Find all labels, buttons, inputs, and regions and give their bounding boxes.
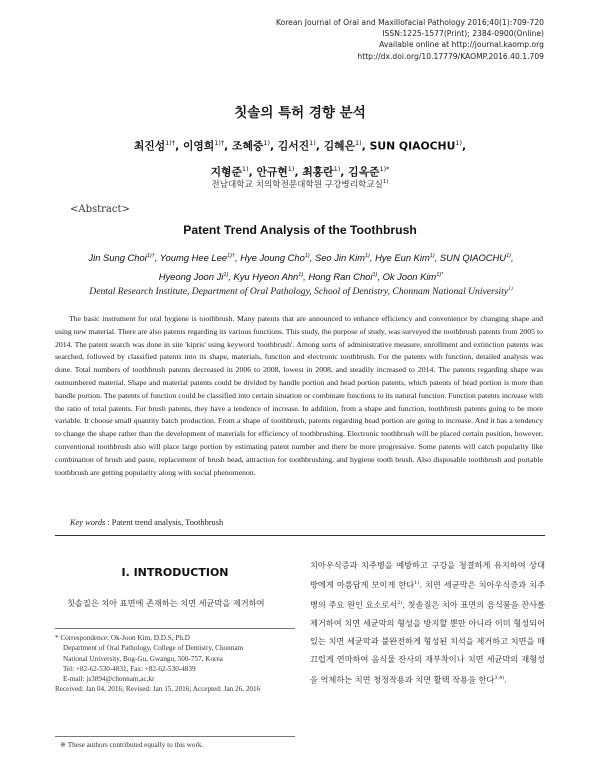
author-ko-mark: 1) [455, 139, 463, 147]
author-ko: 지형준 [210, 165, 242, 179]
english-title: Patent Trend Analysis of the Toothbrush [183, 223, 417, 237]
author-en-mark: 1) [429, 253, 435, 259]
author-ko-mark: 1) [309, 139, 316, 147]
journal-citation: Korean Journal of Oral and Maxillofacial Pathology 2016;40(1):709-720 [275, 18, 544, 27]
author-ko: 김혜은 [323, 139, 356, 153]
author-en-mark: 1) [223, 271, 229, 278]
author-en: Seo Jin Kim [314, 252, 365, 264]
author-en: Ok Joon Kim [382, 270, 437, 282]
author-ko-mark: 1) [263, 139, 270, 147]
korean-affiliation-text: 전남대학교 치의학전문대학원 구강병리학교실 [211, 180, 383, 190]
author-ko: 안규현 [256, 165, 288, 179]
author-ko: 김서진 [277, 139, 310, 153]
author-ko-mark: 1) [241, 164, 249, 173]
author-en-mark: 1) [372, 271, 378, 278]
author-ko: 조혜중 [232, 139, 264, 153]
author-ko-mark: 1) [287, 164, 295, 173]
author-en: Kyu Hyeon Ahn [233, 270, 299, 282]
journal-available-online: Available online at http://journal.kaomp.org [379, 40, 544, 50]
author-ko: SUN QIAOCHU [369, 139, 456, 153]
english-authors: Jin Sung Choi$^{1)\dagger}$, Youmg Hee Lee$^{1)\dagger}$, Hye Joung Cho$^{1)}$, Seo Jin Kim$^{1)}$, Hye Eun Kim$^{1)}$, SUN QIAOCHU$^{1)}$, Hyeong Joon Ji$^{1)}$, Kyu Hyeon Ahn$^{1)}$, Hong Ran Choi$^{1)}$, Ok Joon Kim$^{1)*}$ [88, 252, 514, 282]
intro-right-part: , 칫솔질은 치아 표면의 음식물을 잔사를 제거하여 치면 세균막의 형성을 방지할 뿐만 아니라 이미 형성되어 있는 치면 세균막과 불완전하게 형성된 치석을 제거하고 치면을 매끄럽게 연마하여 음식물 잔사의 재부착이나 치면 세균막의 재형성을 억제하는 치면 청정작용과 치면 활택 작용을 한다 [310, 599, 545, 685]
author-ko: 최진성 [133, 139, 166, 153]
author-ko-mark: 1)* [379, 164, 390, 173]
introduction-heading: Ⅰ. INTRODUCTION [121, 566, 229, 579]
keywords-text: : Patent trend analysis, Toothbrush [105, 518, 224, 527]
intro-right-part: . 치면 세균막은 치아우식증과 치주병의 주요 원인 요소로서 [310, 579, 545, 610]
intro-right-part: . [504, 674, 507, 685]
author-en: Hye Eun Kim [375, 252, 430, 264]
korean-affiliation-mark: 1) [382, 179, 389, 186]
author-ko-mark: 1)† [214, 139, 225, 147]
english-affiliation-mark: 1) [508, 286, 513, 292]
author-en-mark: 1)† [146, 253, 155, 259]
author-en: Hyeong Joon Ji [158, 270, 224, 282]
abstract-body: The basic instrument for oral hygiene is toothbrush. Many patents that are announced to enhance efficiency and convenience by changing shape and using new material. There are also patents regarding its various functions. This study, the purpose of study, was surveyed the toothbrush patents from 2005 to 2014. The patent search was done in site 'kipris' using keyword 'toothbrush'. Among sorts of administrative measure, enrollment and extinction patents was searched, followed by classified patents into its shape, materials, function and electronic toothbrush. For the patents with function, detailed analysis was done. Total numbers of toothbrush patents decreased in 2006 to 2008, lowest in 2008, and steadily increased to 2014. The patents regarding shape was outnumbered material. Shape and material patents could be divided by handle portion and head portion patents, which patents of head portion is more than handle portion. The patents of function could be classified into certain situation or combinate functions to its natural function. Function patents increase with the ratio of total patents. For brush patents, they have a tendence of increase. In addition, from a shape and function, toothbrush patents going to be more variable. It choose small quantity batch production. From a shape of toothbrush, patents regarding head portion are going to increase. And it has a tendency to change the shape rather than the development of materials for efficiency of toothbrushing. Electronic toothbrush will be placed certain position, however, conventional toothbrush also will place large portion by estimating patent number and there be more progressive. Some patents will catch popularity like combination of brush and paste, replacement of brush head, attraction for toothbrushing, and hygiene tooth brush. Also disposable toothbrush and portable toothbrush are getting popularity along with social phenomenon. [55, 314, 543, 477]
citation-mark: 1) [414, 580, 420, 587]
author-ko-mark: 1) [355, 139, 362, 147]
author-ko: 김옥준 [348, 165, 380, 179]
author-en: Hong Ran Choi [308, 270, 373, 282]
footnote-rule [55, 628, 295, 629]
author-en-mark: 1) [304, 253, 310, 259]
journal-issn: ISSN:1225-1577(Print); 2384-0900(Online) [382, 29, 544, 39]
intro-right-part: 치아우식증과 치주병을 예방하고 구강을 청결하게 유지하여 상대방에게 아름답게 보이게 한다 [310, 560, 545, 590]
section-divider [55, 535, 545, 536]
author-en-mark: 1) [506, 253, 511, 259]
footnote-email: E-mail: js3894@chonnam,ac,kr [63, 675, 155, 684]
footnote-dates: Received: Jan 04, 2016; Revised: Jan 15, 2016; Accepted: Jan 26, 2016 [55, 685, 261, 694]
korean-authors: 최진성$^{1)\dagger}$, 이영희$^{1)\dagger}$, 조혜중$^{1)}$, 김서진$^{1)}$, 김혜은$^{1)}$, SUN QIAOCHU$^{1)}$, 지형준$^{1)}$, 안규현$^{1)}$, 최홍란$^{1)}$, 김옥준$^{1)*}$ [133, 139, 467, 179]
keywords-label: Key words [70, 518, 106, 527]
citation-mark: 3,4) [494, 674, 505, 681]
footnote-rule-2 [55, 736, 295, 737]
author-ko: 이영희 [182, 139, 215, 153]
keywords [70, 518, 223, 527]
footnote-correspondence: * Correspondence: Ok-Joon Kim, D.D.S, Ph.D [55, 634, 190, 642]
korean-affiliation [0, 178, 600, 190]
correspondence-footnote [55, 633, 297, 695]
korean-title: 칫솔의 특허 경향 분석 [234, 105, 366, 121]
english-affiliation [40, 286, 562, 297]
equal-contribution-note: ※ These authors contributed equally to this work. [60, 741, 204, 749]
footnote-department: Department of Oral Pathology, College of Dentistry, Chonnam [63, 644, 244, 653]
english-affiliation-text: Dental Research Institute, Department of Oral Pathology, School of Dentistry, Chonnam National University [89, 286, 509, 298]
author-ko-mark: 1) [333, 164, 341, 173]
footnote-university: National University, Bug-Gu, Gwangu, 500-757, Korea [63, 654, 223, 663]
author-en-mark: 1) [364, 253, 370, 259]
author-ko: 최홍란 [302, 165, 334, 179]
author-en: Youmg Hee Lee [159, 252, 228, 264]
footnote-phone: Tel: +82-62-530-4831, Fax: +82-62-530-4839 [63, 664, 196, 673]
author-en-mark: 1) [298, 271, 304, 278]
author-en: SUN QIAOCHU [439, 252, 507, 264]
author-ko-mark: 1)† [165, 139, 176, 147]
author-en-mark: 1)* [436, 271, 444, 278]
author-en: Hye Joung Cho [240, 252, 305, 264]
author-en-mark: 1)† [227, 253, 235, 259]
journal-doi: http://dx.doi.org/10.17779/KAOMP.2016.40.1.709 [357, 51, 544, 61]
introduction-left-text: 칫솔질은 치아 표면에 존재하는 치면 세균막을 제거하여 [67, 598, 265, 608]
introduction-right-text [310, 556, 545, 689]
journal-header [276, 17, 544, 62]
abstract-label: <Abstract> [70, 204, 130, 215]
citation-mark: 2) [397, 600, 403, 607]
author-en: Jin Sung Choi [88, 252, 147, 264]
